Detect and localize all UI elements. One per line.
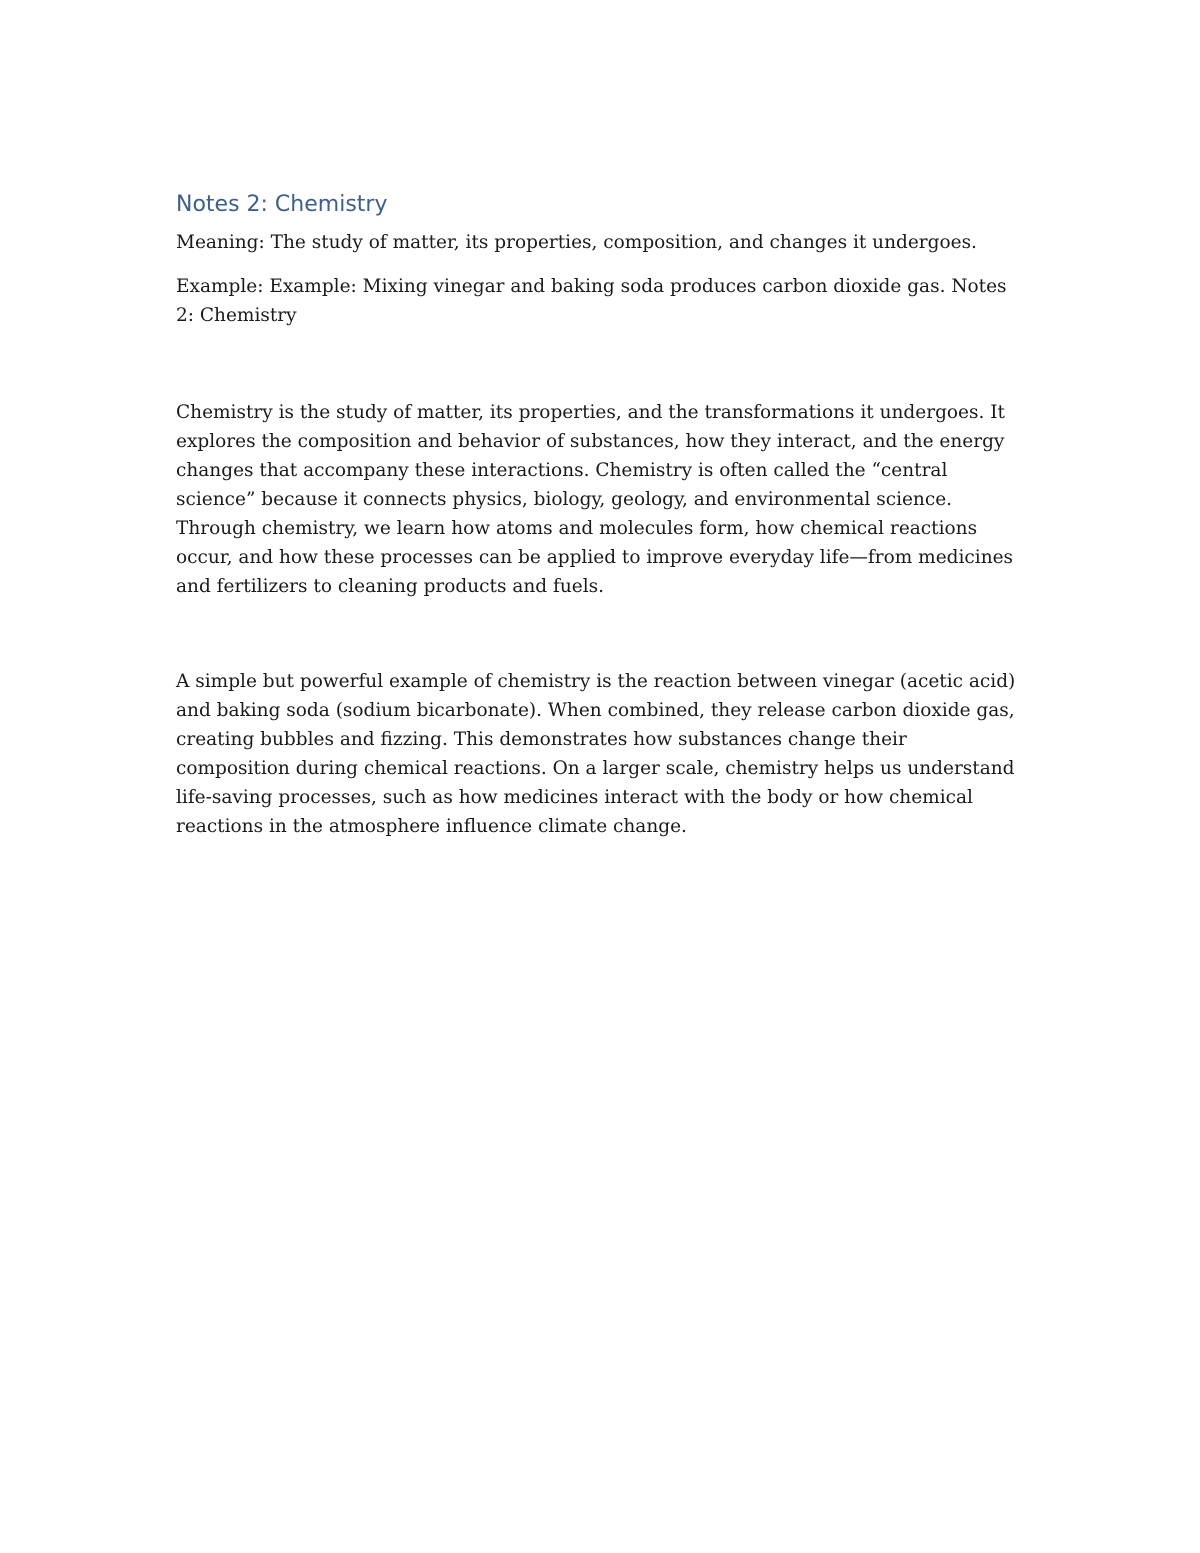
chemistry-example-paragraph: A simple but powerful example of chemistry is the reaction between vinegar (acetic acid) and baking soda (sodium bicarbonate). When combined, they release carbon dioxide gas, creating bubbles and fizzing. This demonstrates how substances change their composition during chemical reactions. On a larger scale, chemistry helps us understand life-saving processes, such as how medicines interact with the body or how chemical reactions in the atmosphere influence climate change.	[176, 671, 1016, 837]
meaning-line: Meaning: The study of matter, its properties, composition, and changes it undergoes.	[176, 232, 977, 253]
example-line: Example: Example: Mixing vinegar and baking soda produces carbon dioxide gas. Notes 2: Chemistry	[176, 276, 1007, 326]
chemistry-definition-paragraph: Chemistry is the study of matter, its properties, and the transformations it undergoes. It explores the composition and behavior of substances, how they interact, and the energy changes that accompany these interactions. Chemistry is often called the “central science” because it connects physics, biology, geology, and environmental science. Through chemistry, we learn how atoms and molecules form, how chemical reactions occur, and how these processes can be applied to improve everyday life—from medicines and fertilizers to cleaning products and fuels.	[176, 402, 1014, 597]
blank-space	[176, 601, 1026, 667]
document-title: Notes 2: Chemistry	[176, 192, 388, 217]
document-content	[176, 190, 1026, 841]
blank-space	[176, 330, 1026, 398]
